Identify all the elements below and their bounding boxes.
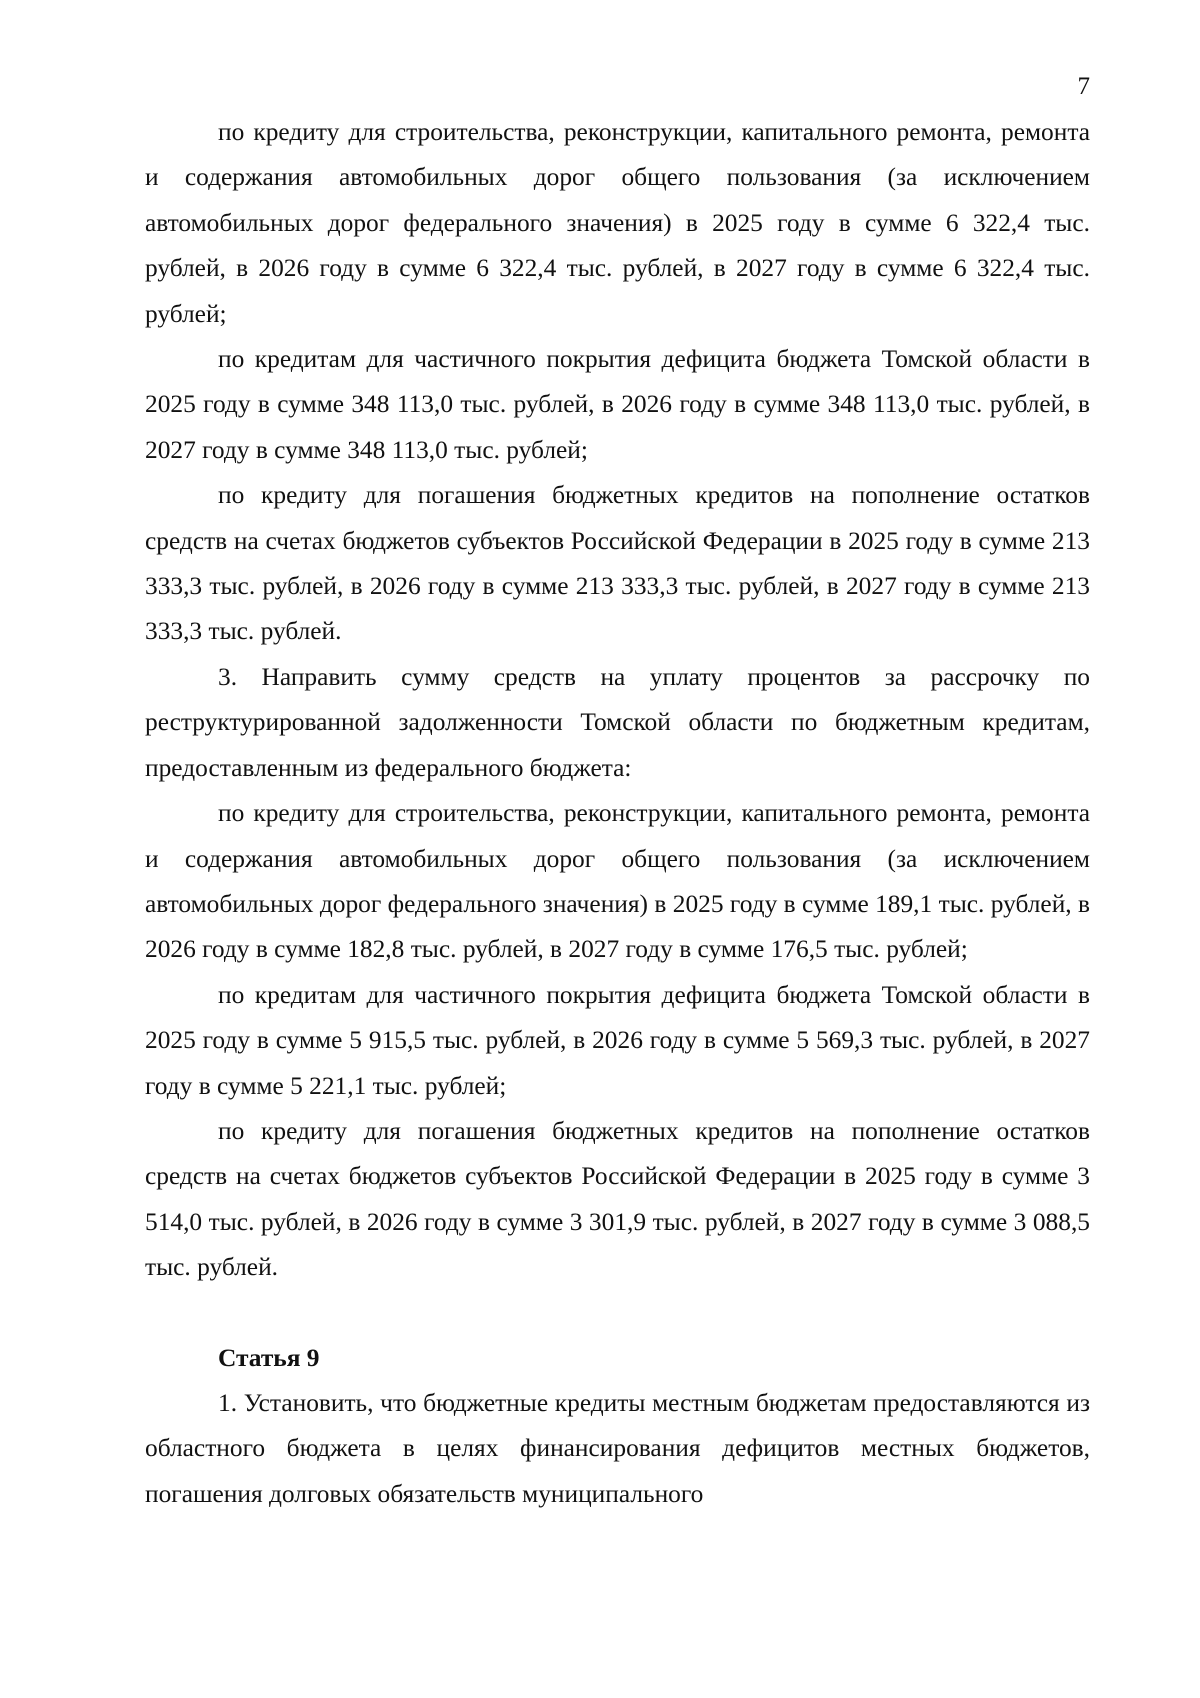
article-paragraph: 1. Установить, что бюджетные кредиты местным бюджетам предоставляются из областного бюджета в целях финансирования дефицитов местных бюджетов, погашения долговых обязательств муниципального: [145, 1388, 1090, 1508]
article-heading: Статья 9: [218, 1343, 320, 1372]
document-body: [145, 110, 1090, 1517]
paragraph-balance-credit-principal: по кредиту для погашения бюджетных кредитов на пополнение остатков средств на счетах бюджетов субъектов Российской Федерации в 2025 году в сумме 213 333,3 тыс. рублей, в 2026 году в сумме 213 333,3 тыс. рублей, в 2027 году в сумме 213 333,3 тыс. рублей.: [145, 481, 1090, 646]
paragraph-road-credit-interest: по кредиту для строительства, реконструкции, капитального ремонта, ремонта и содержания автомобильных дорог общего пользования (за исключением автомобильных дорог федерального значения) в 2025 году в сумме 189,1 тыс. рублей, в 2026 году в сумме 182,8 тыс. рублей, в 2027 году в сумме 176,5 тыс. рублей;: [145, 799, 1090, 964]
paragraph-item-3-interest: 3. Направить сумму средств на уплату процентов за рассрочку по реструктурированной задолженности Томской области по бюджетным кредитам, предоставленным из федерального бюджета:: [145, 662, 1090, 782]
page-number: 7: [1077, 73, 1090, 100]
paragraph-deficit-credit-principal: по кредитам для частичного покрытия дефицита бюджета Томской области в 2025 году в сумме 348 113,0 тыс. рублей, в 2026 году в сумме 348 113,0 тыс. рублей, в 2027 году в сумме 348 113,0 тыс. рублей;: [145, 345, 1090, 464]
paragraph-deficit-credit-interest: по кредитам для частичного покрытия дефицита бюджета Томской области в 2025 году в сумме 5 915,5 тыс. рублей, в 2026 году в сумме 5 569,3 тыс. рублей, в 2027 году в сумме 5 221,1 тыс. рублей;: [145, 980, 1090, 1100]
paragraph-road-credit-principal: по кредиту для строительства, реконструкции, капитального ремонта, ремонта и содержания автомобильных дорог общего пользования (за исключением автомобильных дорог федерального значения) в 2025 году в сумме 6 322,4 тыс. рублей, в 2026 году в сумме 6 322,4 тыс. рублей, в 2027 году в сумме 6 322,4 тыс. рублей;: [145, 118, 1090, 328]
paragraph-balance-credit-interest: по кредиту для погашения бюджетных кредитов на пополнение остатков средств на счетах бюджетов субъектов Российской Федерации в 2025 году в сумме 3 514,0 тыс. рублей, в 2026 году в сумме 3 301,9 тыс. рублей, в 2027 году в сумме 3 088,5 тыс. рублей.: [145, 1116, 1090, 1282]
section-gap: [145, 1291, 1090, 1336]
